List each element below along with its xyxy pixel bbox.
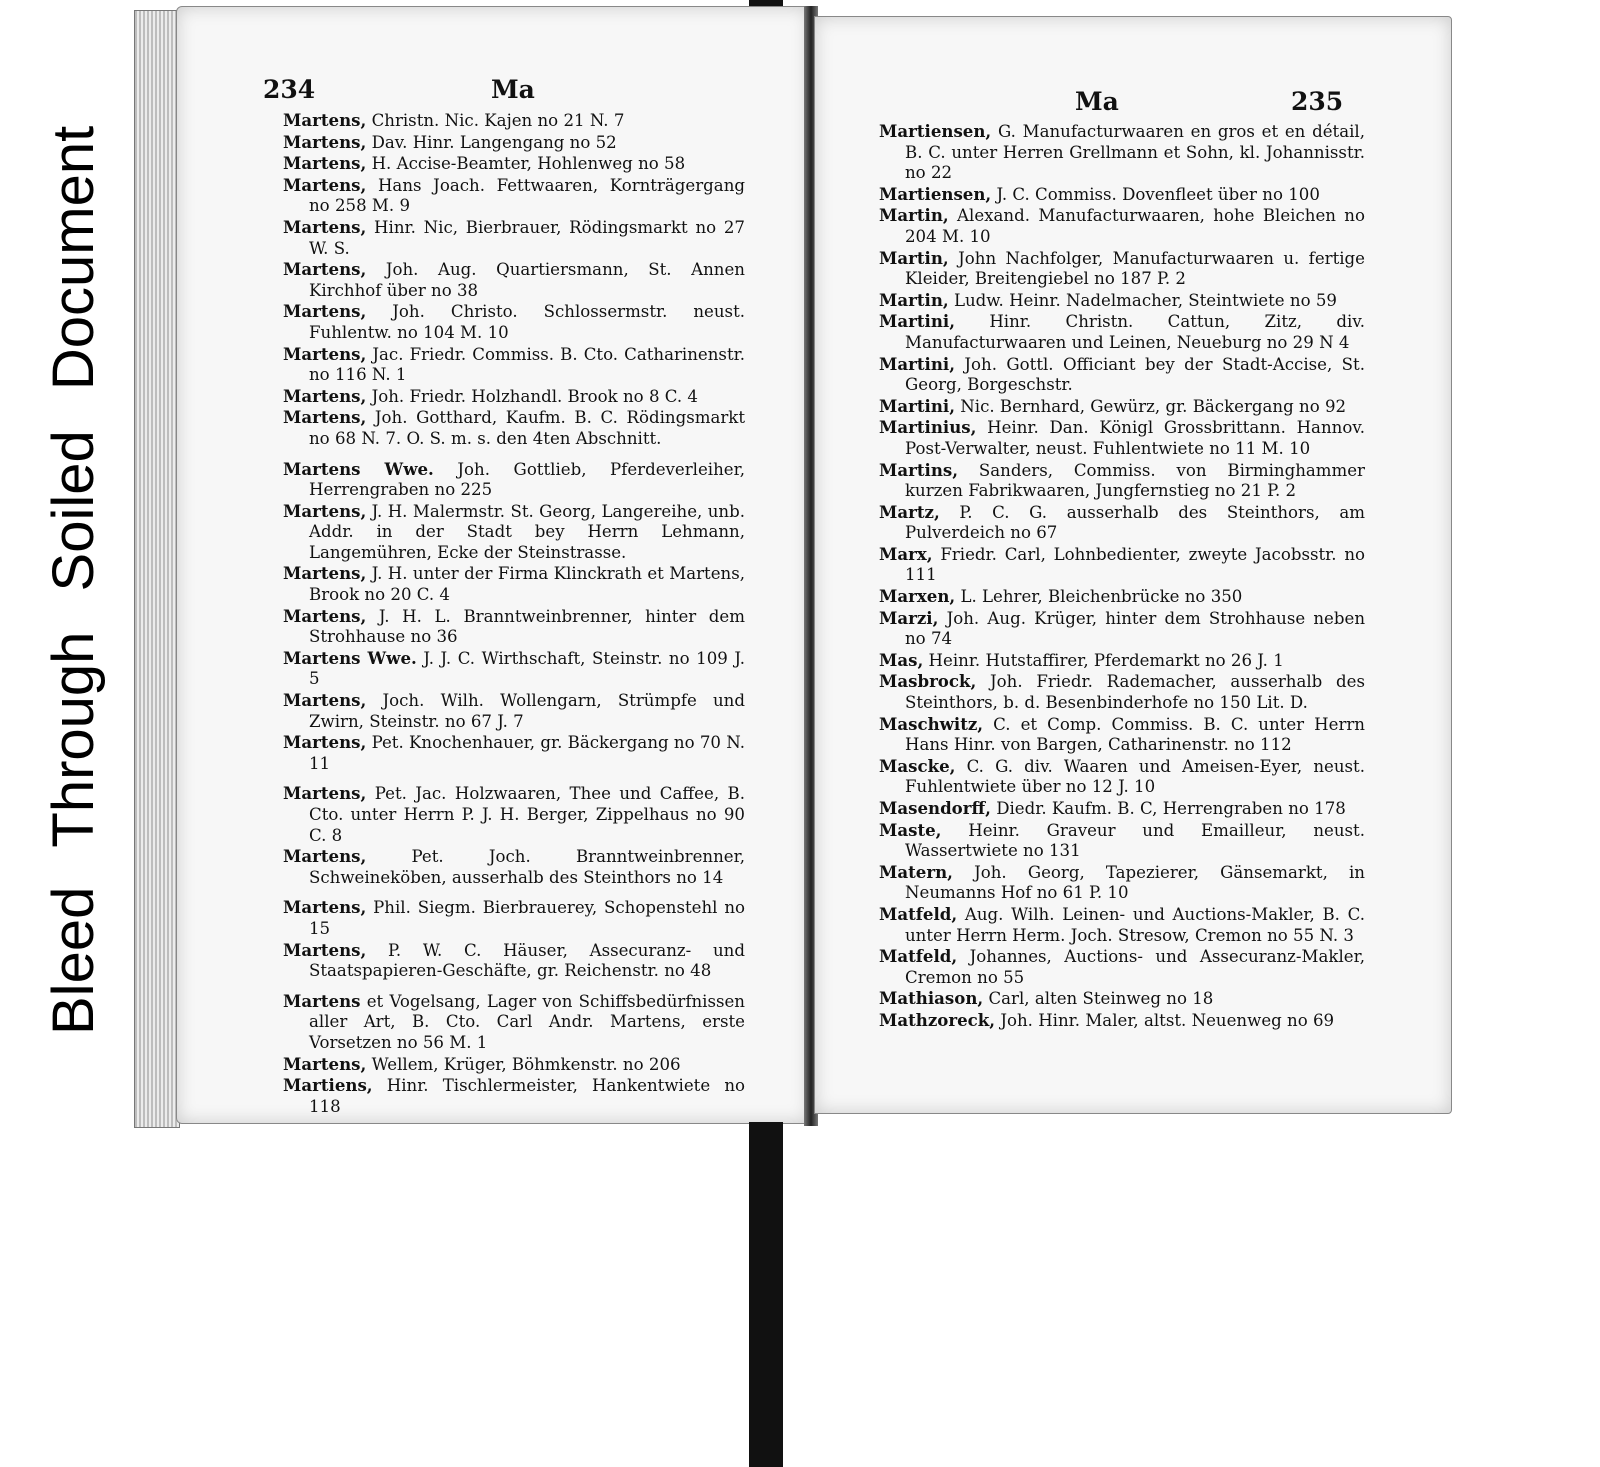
directory-entry: [283, 732, 745, 774]
directory-entry: [283, 259, 745, 301]
entry-name: Martz,: [879, 501, 940, 522]
entry-text: Joch. Wilh. Wollengarn, Strümpfe und Zwirn, Steinstr. no 67 J. 7: [309, 691, 745, 731]
entry-text: Joh. Gotthard, Kaufm. B. C. Rödingsmarkt no 68 N. 7. O. S. m. s. den 4ten Abschnitt.: [309, 408, 745, 448]
directory-entry: [283, 897, 745, 939]
entry-name: Martens,: [283, 1053, 367, 1074]
entry-name: Martiens,: [283, 1075, 373, 1096]
directory-entry: [879, 248, 1365, 290]
directory-entry: [879, 121, 1365, 184]
entry-text: John Nachfolger, Manufacturwaaren u. fertige Kleider, Breitengiebel no 187 P. 2: [905, 248, 1365, 289]
entry-name: Martiensen,: [879, 121, 992, 141]
entry-text: Sanders, Commiss. von Birminghammer kurzen Fabrikwaaren, Jungfernstieg no 21 P. 2: [905, 460, 1365, 501]
entry-name: Martini,: [879, 395, 955, 416]
entry-name: Mas,: [879, 649, 924, 670]
directory-entry: [879, 798, 1365, 820]
entry-name: Martens,: [283, 216, 367, 237]
directory-entry: [879, 862, 1365, 904]
entry-text: P. C. G. ausserhalb des Steinthors, am Pulverdeich no 67: [905, 502, 1366, 543]
entry-name: Martin,: [879, 205, 949, 226]
entry-name: Mathzoreck,: [879, 1009, 996, 1030]
entry-name: Martens: [283, 990, 361, 1011]
directory-entry: [283, 846, 745, 888]
entry-name: Martens,: [283, 385, 367, 406]
entry-name: Martins,: [879, 459, 959, 480]
entry-name: Matfeld,: [879, 946, 958, 967]
entry-name: Masbrock,: [879, 671, 977, 692]
directory-entry: [879, 290, 1365, 312]
entry-text: Pet. Joch. Branntweinbrenner, Schweineköben, ausserhalb des Steinthors no 14: [309, 847, 745, 887]
entry-name: Martens,: [283, 605, 367, 626]
directory-entry: [879, 460, 1365, 502]
entry-name: Marxen,: [879, 586, 956, 607]
right-page-header: Ma: [1075, 87, 1119, 116]
entry-name: Marx,: [879, 543, 933, 564]
entry-text: Joh. Christo. Schlossermstr. neust. Fuhlentw. no 104 M. 10: [309, 302, 746, 342]
entry-name: Martini,: [879, 311, 955, 332]
directory-entry: [879, 502, 1365, 544]
entry-text: Joh. Hinr. Maler, altst. Neuenweg no 69: [1000, 1010, 1335, 1030]
directory-entry: [283, 344, 745, 386]
entry-name: Martens,: [283, 110, 367, 130]
directory-entry: [879, 904, 1365, 946]
entry-name: Martinius,: [879, 417, 977, 438]
entry-text: Wellem, Krüger, Böhmkenstr. no 206: [371, 1054, 681, 1074]
directory-entry: [879, 586, 1365, 608]
directory-entry: [283, 301, 745, 343]
entry-text: Christn. Nic. Kajen no 21 N. 7: [371, 111, 625, 130]
directory-entry: [283, 459, 745, 501]
entry-text: Joh. Aug. Krüger, hinter dem Strohhause neben no 74: [905, 608, 1366, 649]
directory-entry: [283, 132, 745, 154]
directory-entry: [879, 756, 1365, 798]
directory-entry: [283, 153, 745, 175]
entry-name: Martens,: [283, 259, 367, 280]
directory-entry: [879, 608, 1365, 650]
entry-name: Martens,: [283, 500, 367, 521]
side-label: Bleed Through Soiled Document: [41, 125, 106, 1035]
entry-name: Martens Wwe.: [283, 458, 434, 479]
entry-name: Martens,: [283, 131, 367, 152]
entry-text: J. J. C. Wirthschaft, Steinstr. no 109 J. 5: [309, 648, 745, 689]
entry-text: Hinr. Nic, Bierbrauer, Rödingsmarkt no 27 W. S.: [309, 217, 745, 258]
entry-text: C. G. div. Waaren und Ameisen-Eyer, neust. Fuhlentwiete über no 12 J. 10: [905, 756, 1366, 797]
entry-name: Martens,: [283, 153, 367, 174]
entry-text: et Vogelsang, Lager von Schiffsbedürfnissen aller Art, B. Cto. Carl Andr. Martens, erste Vorsetzen no 56 M. 1: [309, 991, 745, 1052]
entry-text: Nic. Bernhard, Gewürz, gr. Bäckergang no 92: [960, 396, 1347, 416]
entry-name: Maschwitz,: [879, 713, 984, 734]
entry-text: J. H. L. Branntweinbrenner, hinter dem Strohhause no 36: [309, 606, 745, 647]
entry-text: Pet. Knochenhauer, gr. Bäckergang no 70 N. 11: [309, 733, 745, 773]
directory-entry: [879, 544, 1365, 586]
entry-text: Hans Joach. Fettwaaren, Kornträgergang no 258 M. 9: [309, 175, 746, 216]
left-page-number: 234: [263, 75, 316, 104]
entry-text: Aug. Wilh. Leinen- und Auctions-Makler, B. C. unter Herrn Herm. Joch. Stresow, Cremon no 55 N. 3: [905, 904, 1365, 945]
directory-entry: [283, 110, 745, 132]
entry-text: Alexand. Manufacturwaaren, hohe Bleichen no 204 M. 10: [905, 206, 1365, 246]
entry-text: Johannes, Auctions- und Assecuranz-Makler, Cremon no 55: [905, 947, 1365, 987]
entry-name: Martin,: [879, 289, 949, 310]
entry-name: Marzi,: [879, 607, 939, 628]
directory-entry: [283, 690, 745, 732]
directory-entry: [283, 217, 745, 259]
entry-name: Martens,: [283, 174, 367, 195]
entry-name: Martens,: [283, 690, 367, 711]
entry-name: Martens,: [283, 563, 367, 584]
entry-text: Joh. Friedr. Holzhandl. Brook no 8 C. 4: [371, 386, 698, 406]
directory-entry: [879, 184, 1365, 206]
entry-name: Martens,: [283, 343, 367, 364]
directory-entry: [879, 820, 1365, 862]
entry-name: Martens,: [283, 783, 367, 804]
directory-entry: [283, 1054, 745, 1076]
entry-name: Maste,: [879, 819, 942, 840]
directory-entry: [879, 650, 1365, 672]
directory-entry: [283, 648, 745, 690]
book-edge-left: [134, 10, 180, 1128]
directory-entry: [879, 396, 1365, 418]
entry-text: Friedr. Carl, Lohnbedienter, zweyte Jacobsstr. no 111: [905, 544, 1366, 585]
entry-text: Carl, alten Steinweg no 18: [988, 989, 1214, 1009]
entry-text: Joh. Georg, Tapezierer, Gänsemarkt, in Neumanns Hof no 61 P. 10: [905, 862, 1365, 903]
directory-entry: [283, 940, 745, 982]
entry-text: G. Manufacturwaaren en gros et en détail, B. C. unter Herren Grellmann et Sohn, kl. Johannisstr. no 22: [905, 122, 1365, 183]
entry-name: Mascke,: [879, 755, 956, 776]
entry-name: Martens,: [283, 846, 367, 867]
entry-text: Hinr. Tischlermeister, Hankentwiete no 118: [309, 1076, 745, 1116]
directory-entry: [283, 386, 745, 408]
directory-entry: [283, 407, 745, 449]
left-page: [176, 6, 810, 1124]
left-page-header: Ma: [491, 75, 535, 104]
right-page: [814, 16, 1452, 1114]
directory-entry: [879, 311, 1365, 353]
directory-entry: [283, 501, 745, 564]
open-book: [134, 6, 1452, 1126]
entry-text: Hinr. Christn. Cattun, Zitz, div. Manufacturwaaren und Leinen, Neueburg no 29 N 4: [905, 312, 1365, 352]
directory-entry: [283, 783, 745, 846]
directory-entry: [879, 988, 1365, 1010]
entry-text: J. H. Malermstr. St. Georg, Langereihe, unb. Addr. in der Stadt bey Herrn Lehmann, Langemühren, Ecke der Steinstrasse.: [309, 501, 745, 562]
directory-entry: [879, 354, 1365, 396]
entry-text: Pet. Jac. Holzwaaren, Thee und Caffee, B. Cto. unter Herrn P. J. H. Berger, Zippelhaus no 90 C. 8: [309, 784, 745, 845]
entry-text: L. Lehrer, Bleichenbrücke no 350: [960, 587, 1243, 607]
directory-entry: [283, 991, 745, 1054]
entry-name: Matfeld,: [879, 903, 958, 924]
entry-text: Joh. Gottlieb, Pferdeverleiher, Herrengraben no 225: [309, 459, 745, 500]
entry-text: Heinr. Hutstaffirer, Pferdemarkt no 26 J. 1: [928, 650, 1284, 670]
entry-name: Matern,: [879, 861, 953, 882]
entry-text: C. et Comp. Commiss. B. C. unter Herrn Hans Hinr. von Bargen, Catharinenstr. no 112: [905, 714, 1365, 755]
entry-name: Mathiason,: [879, 988, 984, 1009]
entry-name: Martens,: [283, 897, 367, 918]
entry-text: Joh. Gottl. Officiant bey der Stadt-Accise, St. Georg, Borgeschstr.: [905, 354, 1365, 395]
left-entries: [283, 110, 745, 1117]
entry-text: Phil. Siegm. Bierbrauerey, Schopenstehl no 15: [309, 898, 745, 938]
directory-entry: [283, 563, 745, 605]
directory-entry: [879, 946, 1365, 988]
entry-text: Heinr. Dan. Königl Grossbrittann. Hannov. Post-Verwalter, neust. Fuhlentwiete no 11 M. 10: [905, 418, 1365, 458]
entry-name: Martini,: [879, 353, 955, 374]
ribbon-bottom: [749, 1122, 783, 1467]
entry-name: Martin,: [879, 247, 949, 268]
directory-entry: [283, 606, 745, 648]
entry-name: Martens,: [283, 939, 367, 960]
entry-text: J. H. unter der Firma Klinckrath et Martens, Brook no 20 C. 4: [309, 564, 746, 605]
directory-entry: [879, 205, 1365, 247]
entry-name: Martens,: [283, 732, 367, 753]
entry-text: Heinr. Graveur und Emailleur, neust. Wassertwiete no 131: [905, 820, 1365, 861]
entry-name: Martens Wwe.: [283, 647, 417, 668]
directory-entry: [879, 671, 1365, 713]
directory-entry: [879, 417, 1365, 459]
entry-name: Martens,: [283, 407, 367, 428]
directory-entry: [879, 1010, 1365, 1032]
entry-text: Diedr. Kaufm. B. C, Herrengraben no 178: [996, 799, 1346, 818]
directory-entry: [283, 1075, 745, 1117]
directory-entry: [283, 175, 745, 217]
entry-text: Dav. Hinr. Langengang no 52: [371, 132, 617, 152]
entry-name: Martiensen,: [879, 183, 992, 204]
right-page-number: 235: [1291, 87, 1344, 116]
entry-text: Joh. Aug. Quartiersmann, St. Annen Kirchhof über no 38: [309, 260, 745, 300]
entry-name: Masendorff,: [879, 798, 991, 818]
entry-text: H. Accise-Beamter, Hohlenweg no 58: [371, 154, 686, 174]
entry-text: P. W. C. Häuser, Assecuranz- und Staatspapieren-Geschäfte, gr. Reichenstr. no 48: [309, 940, 745, 981]
directory-entry: [879, 714, 1365, 756]
entry-text: Joh. Friedr. Rademacher, ausserhalb des Steinthors, b. d. Besenbinderhofe no 150 Lit. D.: [905, 672, 1366, 713]
entry-text: J. C. Commiss. Dovenfleet über no 100: [996, 184, 1320, 204]
right-entries: [879, 121, 1365, 1032]
entry-text: Ludw. Heinr. Nadelmacher, Steintwiete no 59: [953, 290, 1337, 310]
entry-text: Jac. Friedr. Commiss. B. Cto. Catharinenstr. no 116 N. 1: [309, 344, 745, 385]
entry-name: Martens,: [283, 301, 367, 322]
